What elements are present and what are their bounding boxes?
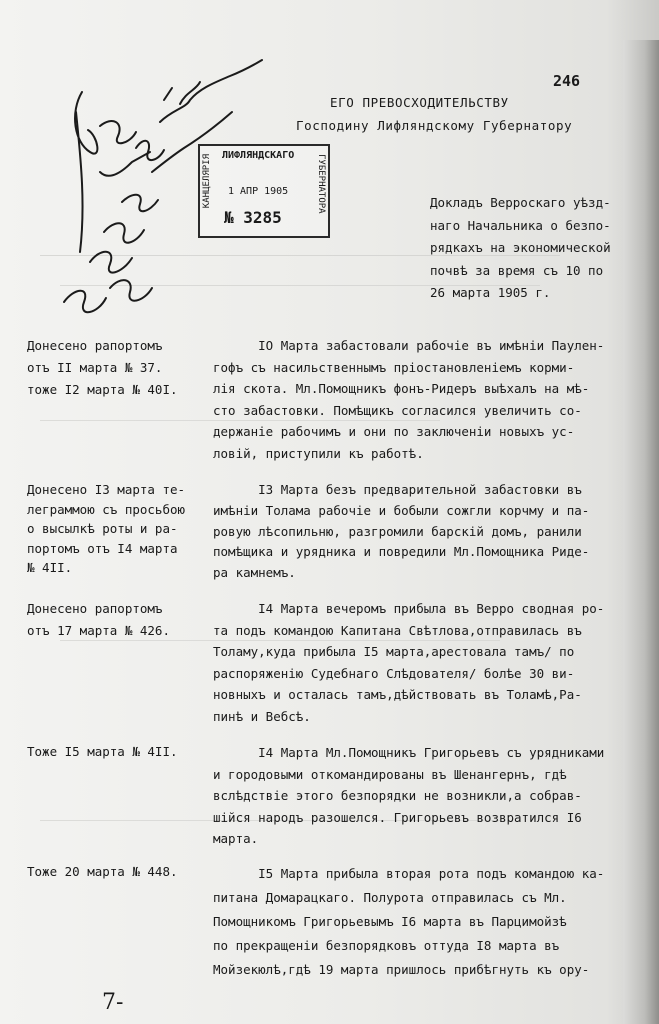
body-line: Мойзекюлѣ,гдѣ 19 марта пришлось прибѣгнуть къ ору- [213,962,590,977]
page-number: 246 [553,72,581,90]
body-line: марта. [213,831,259,846]
margin-note-line: Донесено рапортомъ [27,601,163,616]
report-title-line: рядкахъ на экономической [430,240,611,255]
body-line: IО Марта забастовали рабочіе въ имѣніи Паулен- [213,338,605,353]
margin-note-line: № 4II. [27,560,73,575]
body-paragraph [213,742,643,850]
stamp-number: № 3285 [224,208,282,227]
office-stamp [198,144,330,238]
margin-note [27,480,185,578]
margin-note-line: леграммою съ просьбою [27,501,186,517]
margin-note [27,335,178,401]
body-line: I4 Марта вечеромъ прибыла въ Верро сводная ро- [213,601,605,616]
address-line-1: ЕГО ПРЕВОСХОДИТЕЛЬСТВУ [330,95,509,110]
body-line: I5 Марта прибыла вторая рота подъ командою ка- [213,866,605,881]
margin-note [27,742,178,761]
report-title-line: наго Начальника о безпо- [430,217,611,233]
margin-note-line: Тоже I5 марта № 4II. [27,744,178,759]
body-line: I3 Марта безъ предварительной забастовки въ [213,482,582,497]
report-title [430,192,640,305]
body-line: помѣщика и урядника и повредили Мл.Помощника Риде- [213,544,590,560]
stamp-top-text: ЛИФЛЯНДСКАГО [222,150,295,161]
body-line: ловій, приступили къ работѣ. [213,445,424,461]
body-paragraph [213,598,643,728]
body-line: по прекращеніи безпорядковъ оттуда I8 марта въ [213,938,560,953]
body-line: I4 Марта Мл.Помощникъ Григорьевъ съ урядниками [213,745,605,760]
margin-note-line: портомъ отъ I4 марта [27,540,178,556]
report-title-line: Докладъ Верроскаго уѣзд- [430,195,611,210]
body-line: ра камнемъ. [213,565,296,581]
margin-note-line: Донесено I3 марта те- [27,482,186,497]
body-line: пинѣ и Вебсѣ. [213,708,311,724]
body-line: и городовыми откомандированы въ Шенангернъ, гдѣ [213,766,567,782]
footer-handwritten-mark: 7- [102,990,124,1015]
margin-note-line: Тоже 20 марта № 448. [27,864,178,879]
body-line: Толаму,куда прибыла I5 марта,арестовала тамъ/ по [213,644,575,660]
body-line: Помощникомъ Григорьевымъ I6 марта въ Парцимойзѣ [213,914,567,929]
address-line-2: Господину Лифляндскому Губернатору [296,118,573,133]
body-line: шійся народъ разошелся. Григорьевъ возвратился I6 [213,809,582,825]
margin-note-line: отъ 17 марта № 426. [27,623,170,638]
report-title-line: почвѣ за время съ 10 по [430,262,604,278]
body-line: лія скота. Мл.Помощникъ фонъ-Ридеръ выѣхалъ на мѣ- [213,381,590,396]
stamp-date: 1 АПР 1905 [228,186,289,197]
margin-note [27,598,170,642]
body-line: вслѣдствіе этого безпорядки не возникли,а собрав- [213,788,582,803]
body-line: держаніе рабочимъ и они по заключеніи новыхъ ус- [213,424,575,439]
margin-note-line: о высылкѣ роты и ра- [27,521,178,536]
body-line: питана Домарацкаго. Полурота отправилась съ Мл. [213,890,567,905]
body-line: ровую лѣсопильню, разгромили барскій домъ, ранили [213,523,582,539]
margin-note [27,862,178,881]
body-line: та подъ командою Капитана Свѣтлова,отправилась въ [213,622,582,638]
body-paragraph [213,862,643,982]
body-line: распоряженію Судебнаго Слѣдователя/ болѣе 30 ви- [213,665,575,681]
stamp-right-text: ГУБЕРНАТОРА [316,154,326,214]
body-line: гофъ съ насильственнымъ пріостановленіемъ корми- [213,359,575,375]
margin-note-line: отъ II марта № 37. [27,360,163,375]
margin-note-line: Донесено рапортомъ [27,338,163,353]
report-title-line: 26 марта 1905 г. [430,285,551,300]
margin-note-line: тоже I2 марта № 40I. [27,382,178,397]
body-paragraph [213,480,643,584]
body-paragraph [213,335,643,464]
body-line: сто забастовки. Помѣщикъ согласился увеличить со- [213,402,582,418]
body-line: новныхъ и осталась тамъ,дѣйствовать въ Толамѣ,Ра- [213,687,582,703]
body-line: имѣніи Толама рабочіе и бобыли сожгли корчму и па- [213,502,590,518]
stamp-left-text: КАНЦЕЛЯРІЯ [202,154,212,209]
